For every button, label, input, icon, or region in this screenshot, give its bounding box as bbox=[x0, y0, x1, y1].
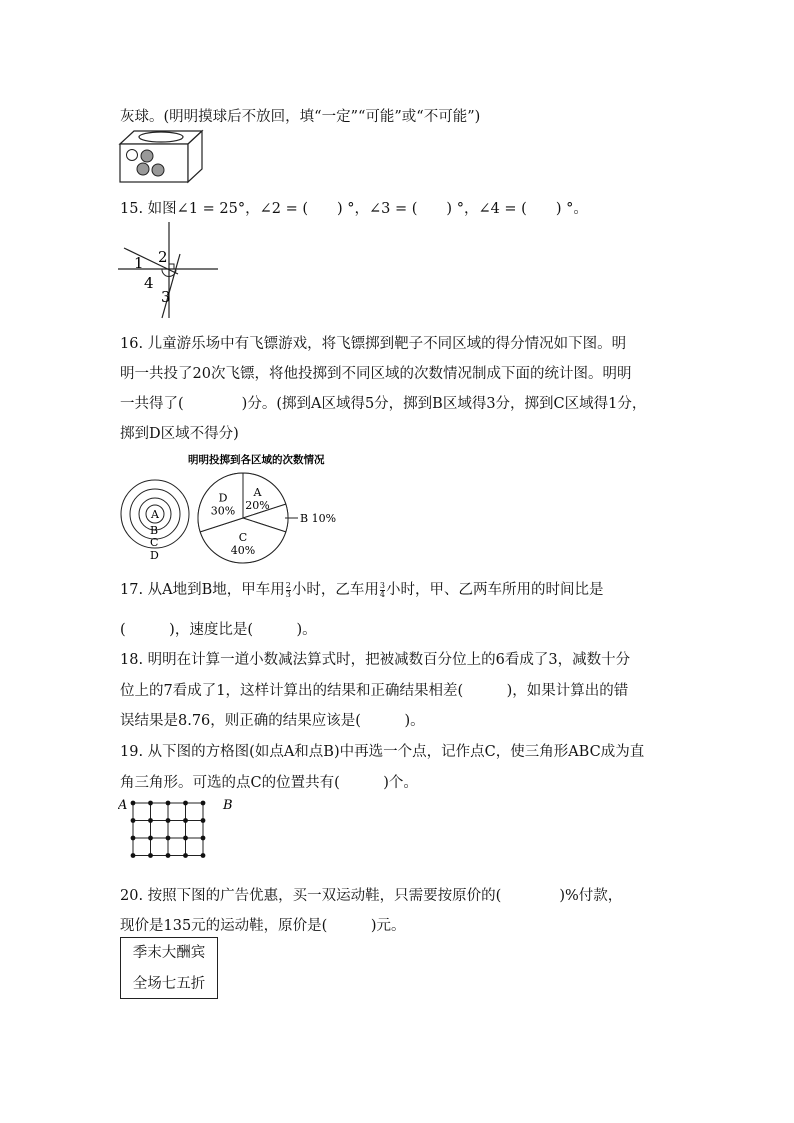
grid-point bbox=[201, 836, 206, 841]
grid-point bbox=[166, 818, 171, 823]
grid-point bbox=[183, 818, 188, 823]
q20-line-1: 20. 按照下图的广告优惠，买一双运动鞋，只需要按原价的( )%付款， bbox=[120, 888, 623, 904]
pie-chart bbox=[184, 450, 360, 566]
q17-suffix: 小时，甲、乙两车所用的时间比是 bbox=[385, 582, 604, 598]
pie-category-d: D bbox=[218, 491, 228, 505]
grid-point bbox=[183, 836, 188, 841]
grid-point bbox=[148, 836, 153, 841]
grid-point bbox=[183, 801, 188, 806]
q19-line-2: 角三角形。可选的点C的位置共有( )个。 bbox=[120, 775, 418, 791]
target-label-a: A bbox=[151, 508, 159, 521]
white-ball bbox=[127, 150, 138, 161]
q20-line-2: 现价是135元的运动鞋，原价是( )元。 bbox=[120, 918, 406, 934]
angle-label-4: 4 bbox=[144, 274, 154, 292]
q18-line-3: 误结果是8.76，则正确的结果应该是( )。 bbox=[120, 713, 425, 729]
grid-point bbox=[148, 853, 153, 858]
gray-ball bbox=[137, 163, 149, 175]
q17-mid: 小时，乙车用 bbox=[291, 582, 379, 598]
point-a-label: A bbox=[118, 798, 128, 813]
ad-line-2: 全场七五折 bbox=[132, 976, 206, 992]
q17-line-1 bbox=[120, 580, 603, 600]
q16-line-3: 一共得了( )分。(掷到A区域得5分，掷到B区域得3分，掷到C区域得1分， bbox=[120, 396, 647, 412]
fraction-two-thirds: $\frac{2}{3}$ bbox=[285, 580, 291, 599]
grid-point bbox=[166, 853, 171, 858]
grid-point bbox=[201, 801, 206, 806]
target-label-d: D bbox=[150, 549, 159, 562]
grid-point bbox=[131, 818, 136, 823]
q16-line-4: 掷到D区域不得分) bbox=[120, 426, 239, 442]
angle-label-1: 1 bbox=[134, 254, 144, 272]
target-label-b: B bbox=[150, 524, 159, 537]
pie-label-c: 40% bbox=[230, 543, 256, 557]
grid-point bbox=[201, 853, 206, 858]
grid-point bbox=[131, 853, 136, 858]
q16-line-1: 16. 儿童游乐场中有飞镖游戏，将飞镖掷到靶子不同区域的得分情况如下图。明 bbox=[120, 336, 627, 352]
ad-box bbox=[120, 937, 218, 999]
ad-line-1: 季末大酬宾 bbox=[132, 945, 206, 961]
q16-line-2: 明一共投了20次飞镖，将他投掷到不同区域的次数情况制成下面的统计图。明明 bbox=[120, 366, 632, 382]
gray-ball bbox=[141, 150, 153, 162]
angle-label-3: 3 bbox=[161, 288, 171, 306]
angle-label-2: 2 bbox=[158, 248, 168, 266]
ball-box-figure bbox=[118, 128, 206, 186]
q18-line-1: 18. 明明在计算一道小数减法算式时，把被减数百分位上的6看成了3，减数十分 bbox=[120, 652, 631, 668]
q15-text: 15. 如图∠1 = 25°，∠2 = ( ) °，∠3 = ( ) °，∠4 = ( ) °。 bbox=[120, 201, 588, 217]
chart-title: 明明投掷到各区域的次数情况 bbox=[188, 454, 325, 466]
grid-point bbox=[148, 818, 153, 823]
intro-text: 灰球。(明明摸球后不放回，填“一定”“可能”或“不可能”) bbox=[120, 109, 481, 125]
grid-point bbox=[166, 836, 171, 841]
angle-figure bbox=[118, 222, 220, 320]
grid-point bbox=[166, 801, 171, 806]
fraction-three-quarters: $\frac{3}{4}$ bbox=[379, 580, 385, 599]
q17-prefix: 17. 从A地到B地，甲车用 bbox=[120, 582, 285, 598]
q17-line-2: ( )，速度比是( )。 bbox=[120, 622, 317, 638]
grid-point bbox=[183, 853, 188, 858]
pie-label-b: B 10% bbox=[300, 512, 337, 525]
target-figure bbox=[118, 472, 194, 564]
pie-label-d: 30% bbox=[210, 504, 236, 518]
q18-line-2: 位上的7看成了1，这样计算出的结果和正确结果相差( )，如果计算出的错 bbox=[120, 683, 629, 699]
grid-point bbox=[131, 836, 136, 841]
grid-point bbox=[131, 801, 136, 806]
grid-point bbox=[201, 818, 206, 823]
grid-figure bbox=[118, 795, 238, 873]
point-b-label: B bbox=[223, 798, 233, 813]
pie-label-a: 20% bbox=[245, 499, 270, 512]
grid-point bbox=[148, 801, 153, 806]
q19-line-1: 19. 从下图的方格图(如点A和点B)中再选一个点，记作点C，使三角形ABC成为直 bbox=[120, 744, 645, 760]
pie-category-c: C bbox=[238, 530, 248, 544]
gray-ball bbox=[152, 164, 164, 176]
target-label-c: C bbox=[150, 536, 159, 549]
pie-category-a: A bbox=[253, 486, 262, 499]
